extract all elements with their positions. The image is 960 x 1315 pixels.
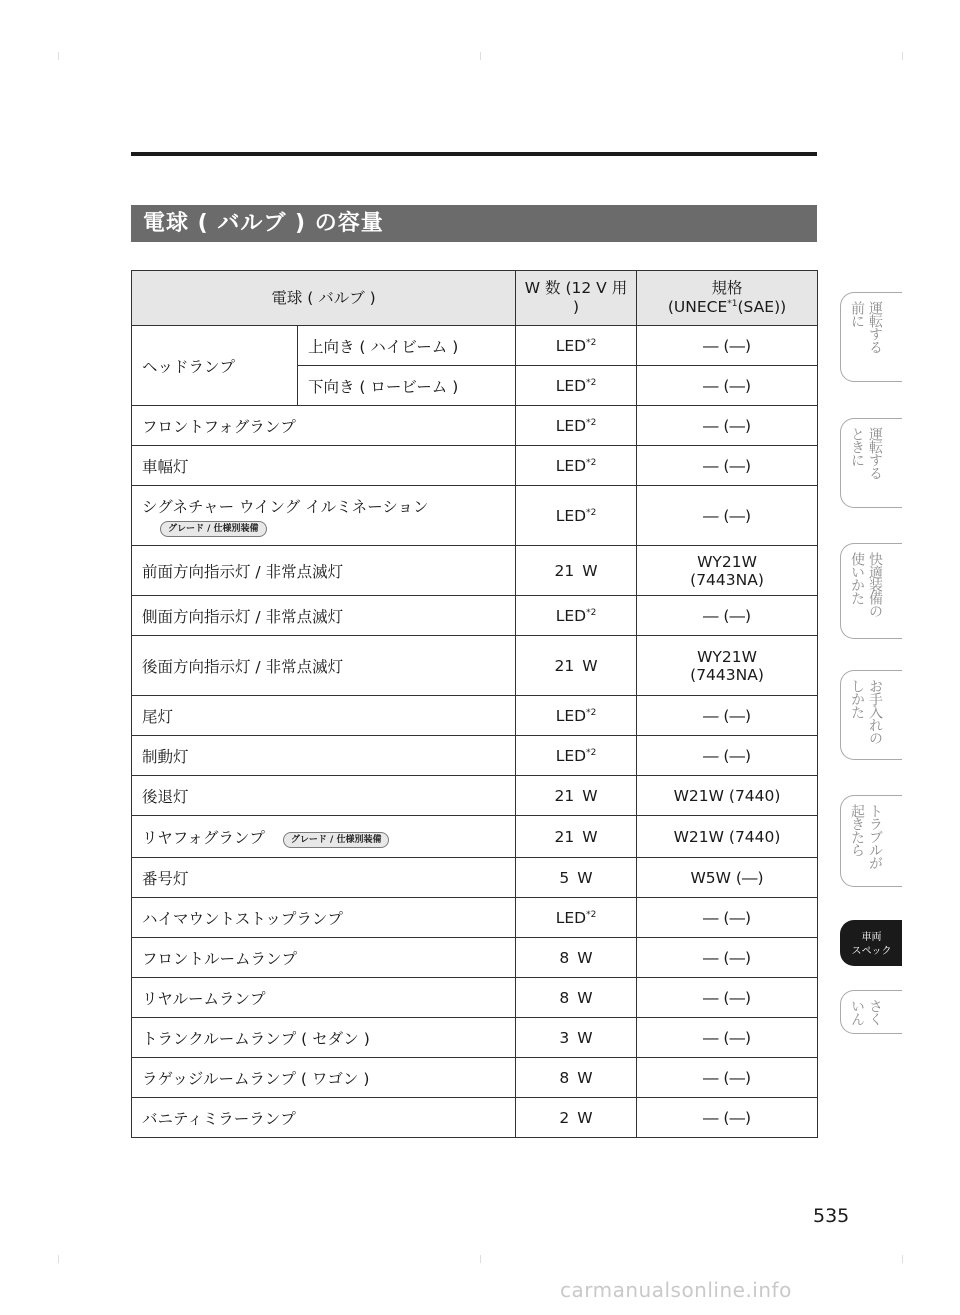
bulb-standard: ― (―) [637,978,818,1018]
chapter-tab-label: 車両 スペック [851,932,892,957]
bulb-standard: WY21W (7443NA) [637,636,818,696]
bulb-standard: W5W (―) [637,858,818,898]
bulb-name-cell [132,978,516,1018]
bulb-name-cell [132,446,516,486]
chapter-tab-label: 快適装備の [867,552,883,617]
chapter-tab-label: 起きたら [849,804,865,856]
table-row [132,446,818,486]
bulb-standard: ― (―) [637,446,818,486]
bulb-standard: ― (―) [637,1098,818,1138]
bulb-name-cell [132,938,516,978]
bulb-standard: ― (―) [637,406,818,446]
chapter-tab-label: 使いかた [849,552,865,604]
section-title: 電球 ( バルブ ) の容量 [131,205,817,242]
table-row [132,406,818,446]
bulb-name: リヤフォグランプ [142,828,265,847]
bulb-watt: 21 W [516,636,637,696]
bulb-name: 前面方向指示灯 / 非常点滅灯 [142,562,344,581]
bulb-name-cell [132,636,516,696]
header-standard-sub: (UNECE$^{*1}$(SAE)) [667,298,787,316]
bulb-watt: 21 W [516,816,637,858]
headlamp-low-sub: 下向き ( ロービーム ) [298,366,516,406]
bulb-name: ラゲッジルームランプ ( ワゴン ) [142,1069,370,1088]
bulb-standard: ― (―) [637,596,818,636]
bulb-name: バニティミラーランプ [142,1109,296,1128]
table-row [132,898,818,938]
bulb-name: シグネチャー ウイング イルミネーション [142,497,429,516]
headlamp-low-std: ― (―) [637,366,818,406]
header-watt: W 数 (12 V 用 ) [516,271,637,326]
headlamp-name: ヘッドランプ [132,326,298,406]
bulb-name: 後退灯 [142,787,189,806]
bulb-watt: 21 W [516,546,637,596]
bulb-standard: ― (―) [637,898,818,938]
header-standard [637,271,818,326]
bulb-standard: ― (―) [637,486,818,546]
table-row [132,1058,818,1098]
table-row [132,596,818,636]
bulb-name-cell [132,736,516,776]
bulb-standard: ― (―) [637,1058,818,1098]
bulb-capacity-table [131,270,818,1138]
bulb-name-cell [132,1098,516,1138]
bulb-watt: LED$^{*2}$ [516,596,637,636]
table-row [132,1098,818,1138]
crop-mark [480,1255,481,1263]
table-row [132,776,818,816]
bulb-name: ハイマウントストップランプ [142,909,343,928]
bulb-watt: LED$^{*2}$ [516,486,637,546]
bulb-watt: 8 W [516,938,637,978]
bulb-standard: W21W (7440) [637,776,818,816]
page-number: 535 [813,1205,850,1227]
bulb-name-cell [132,898,516,938]
bulb-name-cell [132,596,516,636]
grade-equipment-badge: グレード / 仕様別装備 [160,521,267,537]
bulb-name-cell [132,776,516,816]
bulb-name: 側面方向指示灯 / 非常点滅灯 [142,607,344,626]
table-row [132,546,818,596]
bulb-name-cell [132,816,516,858]
bulb-standard: ― (―) [637,1018,818,1058]
table-row [132,1018,818,1058]
bulb-watt: 3 W [516,1018,637,1058]
chapter-tab-label: いん [849,999,865,1025]
bulb-name: 車幅灯 [142,457,189,476]
bulb-watt: LED$^{*2}$ [516,736,637,776]
chapter-tab-label: トラブルが [867,804,883,869]
bulb-watt: 21 W [516,776,637,816]
crop-mark [480,52,481,60]
bulb-standard: ― (―) [637,736,818,776]
chapter-tab[interactable] [840,670,902,760]
crop-mark [58,52,59,60]
chapter-tab-label: お手入れの [867,679,883,744]
chapter-tab-label: 運転する [867,427,883,479]
bulb-watt: 5 W [516,858,637,898]
top-rule [131,152,817,156]
bulb-standard: W21W (7440) [637,816,818,858]
bulb-name-cell [132,406,516,446]
crop-mark [902,52,903,60]
headlamp-low-watt: LED$^{*2}$ [516,366,637,406]
bulb-name: フロントフォグランプ [142,417,296,436]
bulb-standard: WY21W (7443NA) [637,546,818,596]
bulb-watt: 2 W [516,1098,637,1138]
chapter-tab-label: しかた [849,679,865,718]
headlamp-high-sub: 上向き ( ハイビーム ) [298,326,516,366]
bulb-watt: 8 W [516,1058,637,1098]
table-row [132,736,818,776]
chapter-tab[interactable] [840,418,902,508]
chapter-tab[interactable] [840,990,902,1034]
chapter-tab-label: 運転する [867,301,883,353]
bulb-watt: LED$^{*2}$ [516,696,637,736]
bulb-name: 後面方向指示灯 / 非常点滅灯 [142,657,344,676]
bulb-standard: ― (―) [637,696,818,736]
chapter-tab[interactable] [840,543,902,639]
bulb-watt: LED$^{*2}$ [516,446,637,486]
header-standard-label: 規格 [711,279,743,297]
header-bulb: 電球 ( バルブ ) [132,271,516,326]
bulb-watt: LED$^{*2}$ [516,406,637,446]
table-row [132,326,818,366]
table-row [132,696,818,736]
bulb-name-cell [132,696,516,736]
crop-mark [902,1255,903,1263]
watermark: carmanualsonline.info [560,1278,792,1302]
table-row [132,938,818,978]
chapter-tab[interactable] [840,920,902,966]
headlamp-high-std: ― (―) [637,326,818,366]
chapter-tab-label: 前に [849,301,865,327]
bulb-name: 番号灯 [142,869,189,888]
bulb-watt: 8 W [516,978,637,1018]
grade-equipment-badge: グレード / 仕様別装備 [283,832,390,848]
chapter-tab-label: さく [867,999,883,1025]
bulb-name: 制動灯 [142,747,189,766]
table-row [132,816,818,858]
bulb-name: 尾灯 [142,707,174,726]
table-row [132,486,818,546]
table-header-row [132,271,818,326]
chapter-tab[interactable] [840,292,902,382]
crop-mark [58,1255,59,1263]
headlamp-high-watt: LED$^{*2}$ [516,326,637,366]
table-row [132,858,818,898]
bulb-name: リヤルームランプ [142,989,266,1008]
bulb-name: フロントルームランプ [142,949,298,968]
bulb-standard: ― (―) [637,938,818,978]
bulb-name: トランクルームランプ ( セダン ) [142,1029,370,1048]
bulb-name-cell [132,858,516,898]
table-row [132,636,818,696]
bulb-name-cell [132,1018,516,1058]
bulb-name-cell [132,1058,516,1098]
bulb-name-cell [132,546,516,596]
bulb-name-cell [132,486,516,546]
chapter-tab[interactable] [840,795,902,887]
bulb-watt: LED$^{*2}$ [516,898,637,938]
chapter-tab-label: ときに [849,427,865,466]
table-row [132,978,818,1018]
